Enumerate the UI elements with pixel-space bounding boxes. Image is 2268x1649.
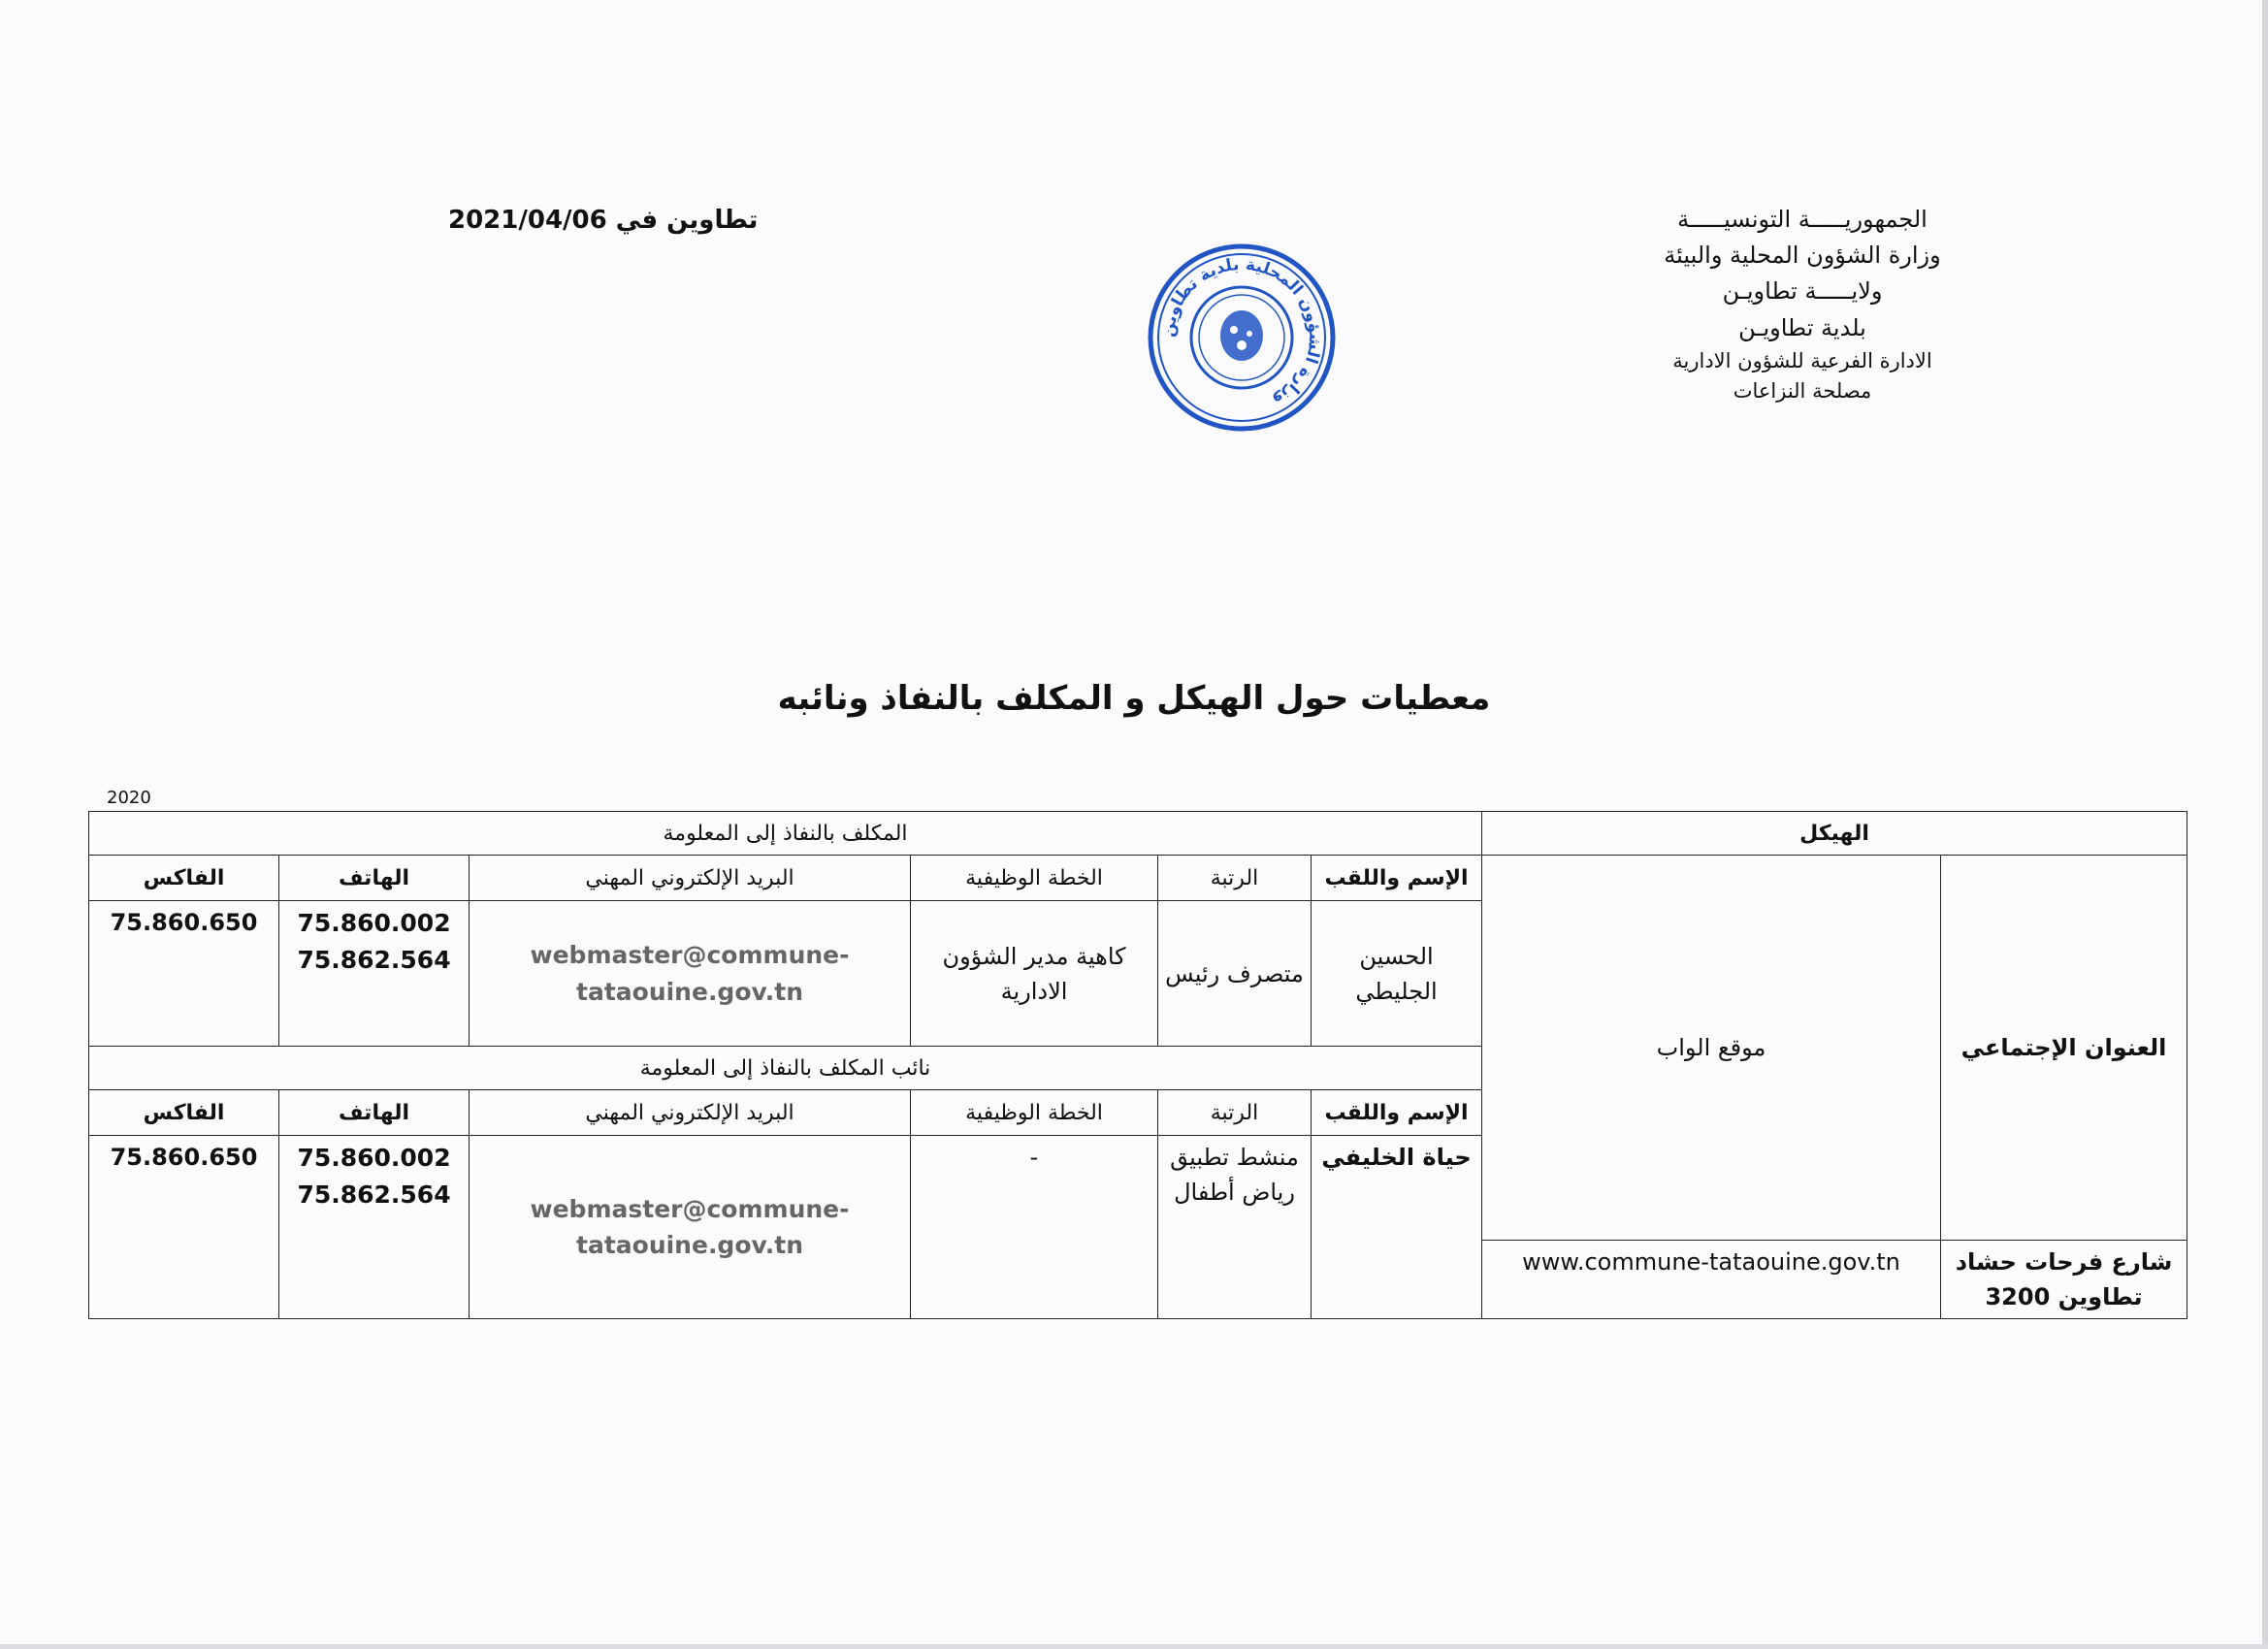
- officer-phone-2: 75.862.564: [297, 945, 451, 974]
- page-title: معطيات حول الهيكل و المكلف بالنفاذ ونائبه: [777, 679, 1491, 718]
- col-phone-deputy: الهاتف: [279, 1090, 470, 1136]
- col-position-deputy: الخطة الوظيفية: [911, 1090, 1158, 1136]
- col-rank: الرتبة: [1158, 856, 1312, 901]
- officer-email[interactable]: webmaster@commune-tataouine.gov.tn: [530, 941, 850, 1006]
- col-fax: الفاكس: [89, 856, 279, 901]
- scan-edge-bottom: [0, 1644, 2268, 1649]
- deputy-position: -: [911, 1136, 1158, 1319]
- address-label: العنوان الإجتماعي: [1941, 856, 2187, 1241]
- col-phone: الهاتف: [279, 856, 470, 901]
- letterhead-municipality: بلدية تطاويـن: [1738, 313, 1866, 341]
- col-fax-deputy: الفاكس: [89, 1090, 279, 1136]
- officer-rank: متصرف رئيس: [1158, 901, 1312, 1047]
- letterhead-ministry: وزارة الشؤون المحلية والبيئة: [1664, 242, 1941, 270]
- website-value[interactable]: www.commune-tataouine.gov.tn: [1482, 1241, 1941, 1319]
- officer-email-cell: [470, 901, 911, 1047]
- officer-position: كاهية مدير الشؤون الادارية: [911, 901, 1158, 1047]
- col-email-deputy: البريد الإلكتروني المهني: [470, 1090, 911, 1136]
- col-email: البريد الإلكتروني المهني: [470, 856, 911, 901]
- deputy-name: حياة الخليفي: [1312, 1136, 1482, 1319]
- deputy-email-cell: [470, 1136, 911, 1319]
- letterhead-service: مصلحة النزاعات: [1733, 379, 1872, 404]
- deputy-phone-2: 75.862.564: [297, 1180, 451, 1209]
- structure-header: الهيكل: [1482, 812, 2187, 856]
- officer-name: الحسين الجليطي: [1312, 901, 1482, 1047]
- officer-phone-1: 75.860.002: [297, 909, 451, 937]
- deputy-email[interactable]: webmaster@commune-tataouine.gov.tn: [530, 1194, 850, 1259]
- address-value: شارع فرحات حشاد تطاوين 3200: [1941, 1241, 2187, 1319]
- access-info-table: [88, 811, 2187, 1319]
- officer-phone-cell: [279, 901, 470, 1047]
- document-date: تطاوين في 2021/04/06: [448, 206, 759, 235]
- col-position: الخطة الوظيفية: [911, 856, 1158, 901]
- letterhead-department: الادارة الفرعية للشؤون الادارية: [1672, 348, 1932, 372]
- letterhead: [1637, 202, 1967, 407]
- stamp-text: وزارة الشؤون المحلية بلدية تطاوين: [1158, 254, 1325, 411]
- letterhead-governorate: ولايـــــة تطاويـن: [1722, 277, 1883, 306]
- officer-header: المكلف بالنفاذ إلى المعلومة: [89, 812, 1482, 856]
- letterhead-country: الجمهوريـــــة التونسيـــــة: [1677, 206, 1928, 233]
- deputy-phone-1: 75.860.002: [297, 1144, 451, 1172]
- official-stamp: [1145, 241, 1339, 435]
- officer-fax: 75.860.650: [89, 901, 279, 1047]
- col-name-deputy: الإسم واللقب: [1312, 1090, 1482, 1136]
- col-name: الإسم واللقب: [1312, 856, 1482, 901]
- website-label: موقع الواب: [1482, 856, 1941, 1241]
- year-label: 2020: [107, 788, 151, 808]
- deputy-phone-cell: [279, 1136, 470, 1319]
- col-rank-deputy: الرتبة: [1158, 1090, 1312, 1136]
- scan-edge-right: [2262, 0, 2268, 1649]
- deputy-fax: 75.860.650: [89, 1136, 279, 1319]
- deputy-rank: منشط تطبيق رياض أطفال: [1158, 1136, 1312, 1319]
- deputy-header: نائب المكلف بالنفاذ إلى المعلومة: [89, 1047, 1482, 1090]
